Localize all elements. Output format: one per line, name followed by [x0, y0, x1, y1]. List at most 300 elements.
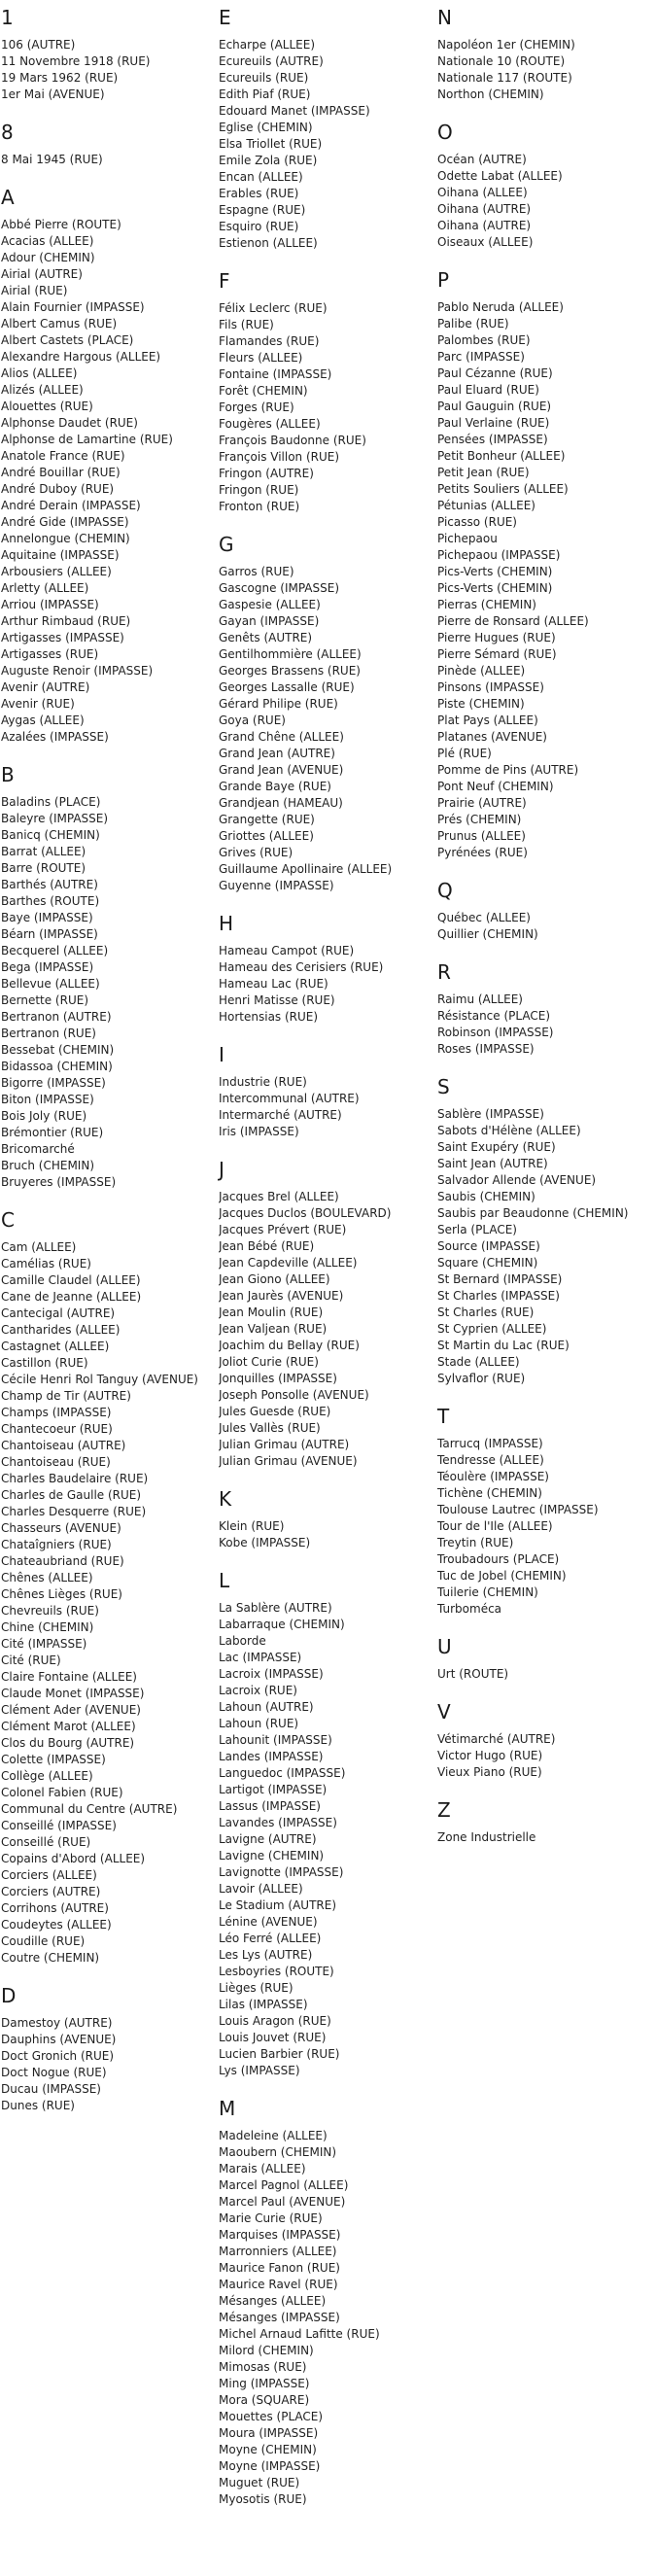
street-entry: Fougères (ALLEE)	[219, 417, 321, 431]
street-entry: Conseillé (IMPASSE)	[1, 1819, 117, 1832]
street-entry: Marcel Pagnol (ALLEE)	[219, 2178, 349, 2192]
street-entry: Espagne (RUE)	[219, 203, 306, 217]
street-entry: Lesboyries (ROUTE)	[219, 1965, 334, 1978]
street-entry: Océan (AUTRE)	[437, 153, 527, 166]
street-entry: Grangette (RUE)	[219, 813, 315, 826]
letter-section	[219, 1160, 425, 1470]
letter-section	[437, 270, 643, 861]
index-column-1	[1, 8, 207, 2134]
street-entry: 1er Mai (AVENUE)	[1, 87, 105, 101]
letter-section	[437, 881, 643, 943]
street-entry: Albert Castets (PLACE)	[1, 333, 134, 347]
street-entry: Mésanges (ALLEE)	[219, 2294, 327, 2308]
street-entry: Léo Ferré (ALLEE)	[219, 1932, 322, 1945]
street-entry: Cécile Henri Rol Tanguy (AVENUE)	[1, 1373, 198, 1386]
letter-section	[219, 1571, 425, 2079]
street-entry: Marquises (IMPASSE)	[219, 2228, 341, 2242]
letter-section	[219, 8, 425, 252]
street-entry: Moyne (IMPASSE)	[219, 2459, 321, 2473]
letter-section	[219, 535, 425, 894]
street-entry: Erables (RUE)	[219, 187, 299, 200]
street-entry: Petits Souliers (ALLEE)	[437, 482, 569, 496]
street-entry: Platanes (AVENUE)	[437, 730, 547, 744]
street-entry: Cantecigal (AUTRE)	[1, 1306, 116, 1320]
street-entry: Eglise (CHEMIN)	[219, 121, 313, 134]
street-entry: Camille Claudel (ALLEE)	[1, 1273, 141, 1287]
letter-heading: Q	[437, 879, 453, 902]
street-entry: Charles de Gaulle (RUE)	[1, 1488, 142, 1502]
street-entry: Baye (IMPASSE)	[1, 911, 93, 924]
street-entry: Source (IMPASSE)	[437, 1239, 540, 1253]
street-entry: Parc (IMPASSE)	[437, 350, 525, 364]
street-entry: Chasseurs (AVENUE)	[1, 1521, 121, 1535]
street-entry: Grand Jean (AVENUE)	[219, 763, 344, 777]
street-entry: Petit Bonheur (ALLEE)	[437, 449, 566, 463]
street-entry: Cité (RUE)	[1, 1654, 61, 1667]
street-entry: Urt (ROUTE)	[437, 1667, 509, 1681]
street-entry: Jean Bébé (RUE)	[219, 1239, 315, 1253]
street-entry: Mouettes (PLACE)	[219, 2410, 324, 2423]
street-entry: Bertranon (RUE)	[1, 1027, 96, 1040]
street-entry: Elsa Triollet (RUE)	[219, 137, 323, 151]
street-entry: Maurice Ravel (RUE)	[219, 2278, 338, 2291]
street-entry: Pinède (ALLEE)	[437, 664, 526, 678]
street-entry: Grives (RUE)	[219, 846, 293, 859]
street-entry: Fils (RUE)	[219, 318, 274, 331]
street-entry: Toulouse Lautrec (IMPASSE)	[437, 1503, 599, 1516]
street-entry: François Baudonne (RUE)	[219, 434, 366, 447]
street-entry: Clément Ader (AVENUE)	[1, 1703, 141, 1717]
street-entry: Prairie (AUTRE)	[437, 796, 527, 810]
street-entry: Barrat (ALLEE)	[1, 845, 86, 858]
street-entry: Plé (RUE)	[437, 747, 492, 760]
street-entry: Doct Nogue (RUE)	[1, 2066, 107, 2079]
street-entry: Clément Marot (ALLEE)	[1, 1720, 136, 1733]
street-entry: Jacques Prévert (RUE)	[219, 1223, 347, 1236]
street-entry: Castillon (RUE)	[1, 1356, 88, 1370]
street-entry: 106 (AUTRE)	[1, 38, 76, 52]
letter-section	[1, 8, 207, 103]
street-entry: Charles Baudelaire (RUE)	[1, 1472, 149, 1485]
street-entry: Castagnet (ALLEE)	[1, 1340, 110, 1353]
street-entry: Gascogne (IMPASSE)	[219, 581, 340, 595]
street-entry: Lahoun (AUTRE)	[219, 1700, 314, 1714]
letter-section	[1, 188, 207, 746]
street-entry: Artigasses (IMPASSE)	[1, 631, 124, 644]
street-entry: Avenir (AUTRE)	[1, 680, 90, 694]
street-entry: Mimosas (RUE)	[219, 2360, 307, 2374]
street-entry: Lahounit (IMPASSE)	[219, 1733, 332, 1747]
street-entry: Jean Moulin (RUE)	[219, 1305, 324, 1319]
street-entry: Georges Lassalle (RUE)	[219, 680, 355, 694]
street-entry: Ecureuils (AUTRE)	[219, 54, 324, 68]
street-entry: Sylvaflor (RUE)	[437, 1372, 526, 1385]
street-entry: Joliot Curie (RUE)	[219, 1355, 319, 1369]
street-entry: Claire Fontaine (ALLEE)	[1, 1670, 137, 1684]
letter-heading: C	[1, 1208, 15, 1232]
street-entry: Téoulère (IMPASSE)	[437, 1470, 549, 1483]
letter-heading: L	[219, 1569, 230, 1592]
index-column-3	[437, 8, 643, 1865]
street-entry: Jacques Duclos (BOULEVARD)	[219, 1206, 392, 1220]
street-entry: Louis Aragon (RUE)	[219, 2014, 331, 2028]
street-entry: Bidassoa (CHEMIN)	[1, 1060, 113, 1073]
street-entry: Picasso (RUE)	[437, 515, 517, 529]
street-entry: Aygas (ALLEE)	[1, 714, 85, 727]
letter-section	[437, 122, 643, 251]
street-entry: Pichepaou	[437, 532, 498, 545]
street-entry: Paul Cézanne (RUE)	[437, 366, 553, 380]
street-entry: Pomme de Pins (AUTRE)	[437, 763, 579, 777]
street-entry: Joachim du Bellay (RUE)	[219, 1339, 360, 1352]
street-entry: Robinson (IMPASSE)	[437, 1026, 554, 1039]
street-entry: Alexandre Hargous (ALLEE)	[1, 350, 161, 364]
street-entry: Lahoun (RUE)	[219, 1717, 299, 1730]
letter-section	[437, 1702, 643, 1781]
letter-section	[437, 1077, 643, 1387]
letter-section	[219, 271, 425, 515]
street-entry: Gaspesie (ALLEE)	[219, 598, 321, 611]
street-entry: Lénine (AVENUE)	[219, 1915, 318, 1929]
street-entry: Aquitaine (IMPASSE)	[1, 548, 120, 562]
street-entry: Henri Matisse (RUE)	[219, 993, 335, 1007]
street-entry: Treytin (RUE)	[437, 1536, 514, 1549]
street-entry: Lavoir (ALLEE)	[219, 1882, 303, 1896]
street-entry: Bruch (CHEMIN)	[1, 1159, 95, 1172]
street-entry: Gentilhommière (ALLEE)	[219, 647, 362, 661]
letter-section	[437, 1637, 643, 1683]
street-entry: Pont Neuf (CHEMIN)	[437, 780, 554, 793]
letter-section	[219, 914, 425, 1026]
street-entry: Ecureuils (RUE)	[219, 71, 309, 85]
street-entry: Chine (CHEMIN)	[1, 1620, 94, 1634]
street-entry: Les Lys (AUTRE)	[219, 1948, 313, 1962]
street-entry: Annelongue (CHEMIN)	[1, 532, 130, 545]
street-entry: Cantharides (ALLEE)	[1, 1323, 121, 1337]
street-entry: Damestoy (AUTRE)	[1, 2016, 113, 2030]
street-entry: Maurice Fanon (RUE)	[219, 2261, 340, 2275]
street-entry: Palibe (RUE)	[437, 317, 509, 331]
street-entry: Vétimarché (AUTRE)	[437, 1732, 556, 1746]
letter-heading: A	[1, 186, 15, 209]
street-entry: Napoléon 1er (CHEMIN)	[437, 38, 575, 52]
street-entry: Saubis (CHEMIN)	[437, 1190, 535, 1203]
street-entry: Chateaubriand (RUE)	[1, 1554, 124, 1568]
street-entry: Marronniers (ALLEE)	[219, 2245, 337, 2258]
street-entry: Saubis par Beaudonne (CHEMIN)	[437, 1206, 629, 1220]
street-entry: Claude Monet (IMPASSE)	[1, 1687, 145, 1700]
street-entry: Acacias (ALLEE)	[1, 234, 94, 248]
street-entry: Lartigot (IMPASSE)	[219, 1783, 328, 1796]
street-entry: Anatole France (RUE)	[1, 449, 125, 463]
street-entry: Emile Zola (RUE)	[219, 154, 318, 167]
street-entry: Québec (ALLEE)	[437, 911, 531, 924]
street-entry: Griottes (ALLEE)	[219, 829, 314, 843]
street-entry: Garros (RUE)	[219, 565, 294, 578]
letter-section	[1, 1210, 207, 1967]
street-entry: Milord (CHEMIN)	[219, 2344, 314, 2357]
letter-section	[437, 1407, 643, 1618]
street-entry: Bessebat (CHEMIN)	[1, 1043, 115, 1057]
letter-heading: D	[1, 1984, 17, 2007]
street-entry: Oiseaux (ALLEE)	[437, 235, 534, 249]
letter-heading: H	[219, 912, 234, 935]
street-entry: Forges (RUE)	[219, 400, 294, 414]
street-entry: Corciers (AUTRE)	[1, 1885, 101, 1898]
street-entry: Adour (CHEMIN)	[1, 251, 95, 264]
street-entry: Arbousiers (ALLEE)	[1, 565, 112, 578]
street-entry: Encan (ALLEE)	[219, 170, 303, 184]
street-entry: Prés (CHEMIN)	[437, 813, 522, 826]
street-entry: Brémontier (RUE)	[1, 1126, 104, 1139]
street-entry: Chênes (ALLEE)	[1, 1571, 93, 1584]
street-entry: Hameau des Cerisiers (RUE)	[219, 960, 384, 974]
street-entry: Lavandes (IMPASSE)	[219, 1816, 337, 1829]
street-entry: Kobe (IMPASSE)	[219, 1536, 311, 1549]
letter-section	[219, 1489, 425, 1551]
street-entry: Résistance (PLACE)	[437, 1009, 550, 1023]
street-entry: La Sablère (AUTRE)	[219, 1601, 332, 1615]
street-entry: Madeleine (ALLEE)	[219, 2129, 328, 2142]
street-entry: Fringon (AUTRE)	[219, 467, 314, 480]
street-entry: Victor Hugo (RUE)	[437, 1749, 543, 1762]
street-entry: Myosotis (RUE)	[219, 2492, 307, 2506]
street-entry: Lac (IMPASSE)	[219, 1651, 302, 1664]
street-entry: 11 Novembre 1918 (RUE)	[1, 54, 151, 68]
street-entry: Jacques Brel (ALLEE)	[219, 1190, 339, 1203]
street-entry: Tour de l'Ile (ALLEE)	[437, 1519, 553, 1533]
street-entry: Iris (IMPASSE)	[219, 1125, 299, 1138]
street-entry: Mora (SQUARE)	[219, 2393, 310, 2407]
street-entry: Grande Baye (RUE)	[219, 780, 331, 793]
street-entry: Vieux Piano (RUE)	[437, 1765, 542, 1779]
letter-section	[437, 8, 643, 103]
street-entry: Muguet (RUE)	[219, 2476, 300, 2489]
street-entry: Pierre Sémard (RUE)	[437, 647, 557, 661]
street-entry: Chevreuils (RUE)	[1, 1604, 99, 1618]
street-entry: Odette Labat (ALLEE)	[437, 169, 563, 183]
street-entry: Champs (IMPASSE)	[1, 1406, 112, 1419]
street-entry: Ducau (IMPASSE)	[1, 2082, 101, 2096]
street-entry: Dunes (RUE)	[1, 2099, 75, 2112]
street-entry: Lys (IMPASSE)	[219, 2064, 300, 2077]
letter-section	[1, 1986, 207, 2114]
street-entry: Arthur Rimbaud (RUE)	[1, 614, 131, 628]
street-entry: Cane de Jeanne (ALLEE)	[1, 1290, 142, 1304]
street-entry: Pinsons (IMPASSE)	[437, 680, 544, 694]
letter-heading: V	[437, 1700, 451, 1723]
street-entry: Julian Grimau (AUTRE)	[219, 1438, 350, 1451]
street-entry: Pétunias (ALLEE)	[437, 499, 535, 512]
street-entry: Landes (IMPASSE)	[219, 1750, 324, 1763]
street-entry: Jean Giono (ALLEE)	[219, 1272, 330, 1286]
street-entry: Maoubern (CHEMIN)	[219, 2145, 337, 2159]
street-entry: Alizés (ALLEE)	[1, 383, 84, 397]
street-entry: Camélias (RUE)	[1, 1257, 91, 1271]
street-entry: Paul Eluard (RUE)	[437, 383, 539, 397]
street-entry: Airial (AUTRE)	[1, 267, 83, 281]
street-entry: Tichène (CHEMIN)	[437, 1486, 542, 1500]
street-entry: Lacroix (IMPASSE)	[219, 1667, 324, 1681]
street-entry: Tuilerie (CHEMIN)	[437, 1585, 538, 1599]
street-entry: Estienon (ALLEE)	[219, 236, 318, 250]
street-entry: Chantoiseau (AUTRE)	[1, 1439, 126, 1452]
street-entry: Collège (ALLEE)	[1, 1769, 93, 1783]
street-entry: Cam (ALLEE)	[1, 1240, 77, 1254]
street-entry: Intercommunal (AUTRE)	[219, 1092, 360, 1105]
street-entry: Colonel Fabien (RUE)	[1, 1786, 123, 1799]
street-entry: Marais (ALLEE)	[219, 2162, 306, 2176]
street-entry: Clos du Bourg (AUTRE)	[1, 1736, 135, 1750]
letter-section	[1, 122, 207, 168]
letter-heading: O	[437, 121, 453, 144]
street-entry: Conseillé (RUE)	[1, 1835, 91, 1849]
letter-section	[219, 2099, 425, 2508]
street-entry: Bigorre (IMPASSE)	[1, 1076, 106, 1090]
street-entry: Charles Desquerre (RUE)	[1, 1505, 147, 1518]
street-entry: Hortensias (RUE)	[219, 1010, 319, 1024]
letter-section	[219, 1045, 425, 1140]
street-entry: Serla (PLACE)	[437, 1223, 517, 1236]
street-entry: Northon (CHEMIN)	[437, 87, 544, 101]
letter-heading: T	[437, 1405, 450, 1428]
street-entry: Chantecoeur (RUE)	[1, 1422, 113, 1436]
street-entry: Jean Valjean (RUE)	[219, 1322, 328, 1336]
street-entry: Laborde	[219, 1634, 266, 1648]
street-entry: André Gide (IMPASSE)	[1, 515, 129, 529]
street-entry: Prunus (ALLEE)	[437, 829, 526, 843]
street-entry: Square (CHEMIN)	[437, 1256, 538, 1270]
street-entry: Gérard Philipe (RUE)	[219, 697, 338, 711]
street-entry: Alios (ALLEE)	[1, 366, 78, 380]
letter-heading: I	[219, 1043, 224, 1066]
street-entry: Corciers (ALLEE)	[1, 1868, 97, 1882]
street-entry: Lacroix (RUE)	[219, 1684, 297, 1697]
street-entry: Raimu (ALLEE)	[437, 992, 523, 1006]
street-entry: Pablo Neruda (ALLEE)	[437, 300, 564, 314]
letter-heading: K	[219, 1487, 232, 1511]
street-entry: Zone Industrielle	[437, 1830, 536, 1844]
street-entry: Troubadours (PLACE)	[437, 1552, 560, 1566]
street-entry: Louis Jouvet (RUE)	[219, 2031, 327, 2044]
street-entry: Bega (IMPASSE)	[1, 960, 94, 974]
street-entry: St Cyprien (ALLEE)	[437, 1322, 547, 1336]
street-entry: Communal du Centre (AUTRE)	[1, 1802, 178, 1816]
street-entry: Doct Gronich (RUE)	[1, 2049, 115, 2063]
street-entry: St Bernard (IMPASSE)	[437, 1272, 563, 1286]
street-entry: Coudeytes (ALLEE)	[1, 1918, 112, 1932]
street-entry: Chênes Lièges (RUE)	[1, 1587, 122, 1601]
street-entry: Pyrénées (RUE)	[437, 846, 528, 859]
street-entry: Sabots d'Hélène (ALLEE)	[437, 1124, 581, 1137]
street-entry: Artigasses (RUE)	[1, 647, 99, 661]
street-entry: Azalées (IMPASSE)	[1, 730, 109, 744]
street-entry: Guyenne (IMPASSE)	[219, 879, 334, 892]
letter-section	[437, 1800, 643, 1846]
street-entry: Genêts (AUTRE)	[219, 631, 313, 644]
street-entry: Saint Jean (AUTRE)	[437, 1157, 548, 1170]
street-entry: Joseph Ponsolle (AVENUE)	[219, 1388, 369, 1402]
street-entry: 19 Mars 1962 (RUE)	[1, 71, 119, 85]
street-entry: Barre (ROUTE)	[1, 861, 86, 875]
street-entry: Flamandes (RUE)	[219, 334, 320, 348]
street-entry: Jean Jaurès (AVENUE)	[219, 1289, 344, 1303]
street-entry: Alphonse Daudet (RUE)	[1, 416, 138, 430]
street-entry: Piste (CHEMIN)	[437, 697, 525, 711]
street-entry: Béarn (IMPASSE)	[1, 927, 98, 941]
street-entry: André Derain (IMPASSE)	[1, 499, 141, 512]
street-entry: Quillier (CHEMIN)	[437, 927, 538, 941]
street-entry: Hameau Campot (RUE)	[219, 944, 355, 957]
street-entry: Mésanges (IMPASSE)	[219, 2311, 340, 2324]
street-entry: Bricomarché	[1, 1142, 75, 1156]
street-entry: Lucien Barbier (RUE)	[219, 2047, 340, 2061]
street-entry: Roses (IMPASSE)	[437, 1042, 535, 1056]
street-entry: Georges Brassens (RUE)	[219, 664, 361, 678]
street-entry: Salvador Allende (AVENUE)	[437, 1173, 597, 1187]
street-entry: Ming (IMPASSE)	[219, 2377, 310, 2390]
street-entry: Pierre Hugues (RUE)	[437, 631, 556, 644]
street-entry: Jules Guesde (RUE)	[219, 1405, 331, 1418]
street-entry: Pierras (CHEMIN)	[437, 598, 536, 611]
letter-heading: S	[437, 1075, 450, 1098]
street-entry: Corrihons (AUTRE)	[1, 1901, 109, 1915]
street-entry: Klein (RUE)	[219, 1519, 285, 1533]
street-entry: Nationale 117 (ROUTE)	[437, 71, 572, 85]
street-entry: Intermarché (AUTRE)	[219, 1108, 342, 1122]
street-entry: Alain Fournier (IMPASSE)	[1, 300, 145, 314]
street-entry: Chantoiseau (RUE)	[1, 1455, 111, 1469]
street-entry: Colette (IMPASSE)	[1, 1753, 106, 1766]
street-entry: Saint Exupéry (RUE)	[437, 1140, 556, 1154]
street-entry: Labarraque (CHEMIN)	[219, 1618, 345, 1631]
letter-section	[1, 765, 207, 1191]
street-entry: Pensées (IMPASSE)	[437, 433, 548, 446]
letter-heading: N	[437, 6, 452, 29]
street-entry: Grand Jean (AUTRE)	[219, 747, 335, 760]
street-entry: Coudille (RUE)	[1, 1934, 86, 1948]
street-entry: Languedoc (IMPASSE)	[219, 1766, 346, 1780]
street-entry: Edith Piaf (RUE)	[219, 87, 311, 101]
street-entry: Fronton (RUE)	[219, 500, 300, 513]
street-entry: Jonquilles (IMPASSE)	[219, 1372, 337, 1385]
street-entry: Alphonse de Lamartine (RUE)	[1, 433, 173, 446]
street-entry: Palombes (RUE)	[437, 333, 531, 347]
street-entry: François Villon (RUE)	[219, 450, 340, 464]
letter-heading: P	[437, 268, 450, 292]
street-entry: Arriou (IMPASSE)	[1, 598, 99, 611]
street-entry: Abbé Pierre (ROUTE)	[1, 218, 121, 231]
street-entry: Esquiro (RUE)	[219, 220, 299, 233]
letter-heading: 8	[1, 121, 14, 144]
letter-heading: E	[219, 6, 231, 29]
street-entry: Félix Leclerc (RUE)	[219, 301, 328, 315]
street-entry: Cité (IMPASSE)	[1, 1637, 87, 1651]
street-entry: Bernette (RUE)	[1, 993, 88, 1007]
letter-heading: J	[219, 1158, 224, 1181]
street-entry: Lavigne (AUTRE)	[219, 1832, 317, 1846]
street-entry: Bois Joly (RUE)	[1, 1109, 87, 1123]
street-entry: Lilas (IMPASSE)	[219, 1998, 308, 2011]
street-entry: Tuc de Jobel (CHEMIN)	[437, 1569, 567, 1583]
street-entry: Copains d'Abord (ALLEE)	[1, 1852, 146, 1865]
street-entry: Baladins (PLACE)	[1, 795, 101, 809]
street-entry: Biton (IMPASSE)	[1, 1093, 94, 1106]
street-entry: Barthés (AUTRE)	[1, 878, 98, 891]
street-entry: Guillaume Apollinaire (ALLEE)	[219, 862, 393, 876]
street-entry: Nationale 10 (ROUTE)	[437, 54, 566, 68]
street-entry: Jules Vallès (RUE)	[219, 1421, 321, 1435]
